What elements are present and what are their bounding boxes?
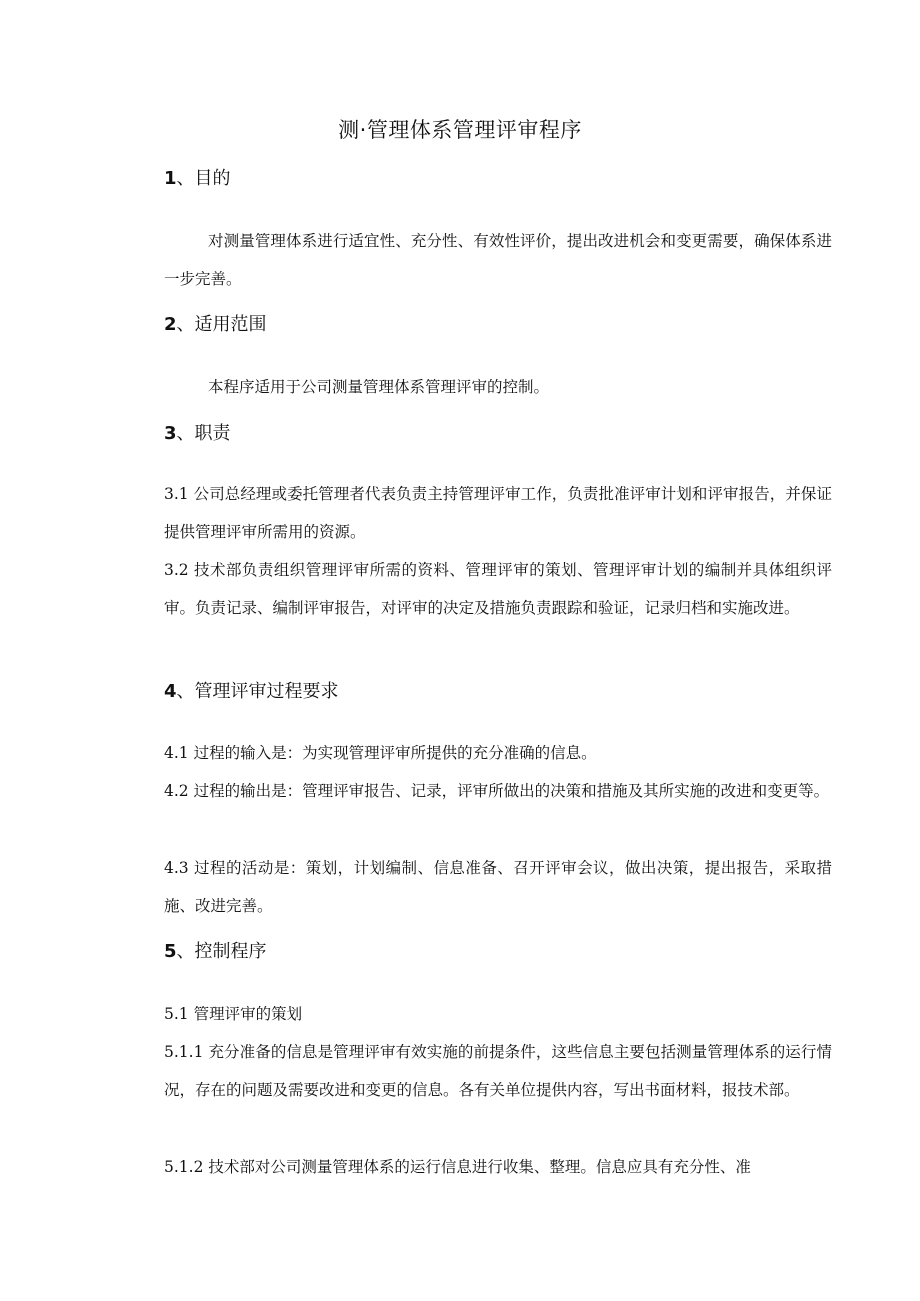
- section-3-2-paragraph: 3.2 技术部负责组织管理评审所需的资料、管理评审的策划、管理评审计划的编制并具体组织评审。负责记录、编制评审报告，对评审的决定及措施负责跟踪和验证，记录归档和实施改进。: [164, 561, 832, 617]
- section-4-2-paragraph: 4.2 过程的输出是：管理评审报告、记录，评审所做出的决策和措施及其所实施的改进和变更等。: [164, 782, 830, 800]
- section-1-title: 、目的: [176, 168, 231, 189]
- section-2-number: 2: [164, 314, 177, 335]
- section-5-number: 5: [164, 941, 177, 962]
- section-4-title: 、管理评审过程要求: [176, 681, 339, 702]
- section-4-number: 4: [164, 681, 177, 702]
- section-3-heading: [164, 422, 231, 446]
- section-4-heading: [164, 680, 339, 704]
- section-5-title: 、控制程序: [176, 941, 267, 962]
- document-title: 测·管理体系管理评审程序: [338, 118, 582, 142]
- section-4-3-paragraph: 4.3 过程的活动是：策划，计划编制、信息准备、召开评审会议，做出决策，提出报告，采取措施、改进完善。: [164, 859, 832, 915]
- section-5-1-paragraph: 5.1 管理评审的策划: [164, 1005, 303, 1023]
- section-2-heading: [164, 313, 267, 337]
- section-1-number: 1: [164, 168, 177, 189]
- section-1-heading: [164, 167, 231, 191]
- section-3-title: 、职责: [176, 423, 231, 444]
- section-5-1-1-paragraph: 5.1.1 充分准备的信息是管理评审有效实施的前提条件，这些信息主要包括测量管理体系的运行情况，存在的问题及需要改进和变更的信息。各有关单位提供内容，写出书面材料，报技术部。: [164, 1043, 832, 1099]
- section-5-heading: [164, 940, 267, 964]
- section-3-1-paragraph: 3.1 公司总经理或委托管理者代表负责主持管理评审工作，负责批准评审计划和评审报告，并保证提供管理评审所需用的资源。: [164, 485, 832, 541]
- section-4-1-paragraph: 4.1 过程的输入是：为实现管理评审所提供的充分准确的信息。: [164, 744, 597, 762]
- section-2-paragraph: 本程序适用于公司测量管理体系管理评审的控制。: [208, 378, 550, 396]
- section-3-number: 3: [164, 423, 177, 444]
- section-1-paragraph: 对测量管理体系进行适宜性、充分性、有效性评价，提出改进机会和变更需要，确保体系进一步完善。: [164, 232, 832, 288]
- section-2-title: 、适用范围: [176, 314, 267, 335]
- section-5-1-2-paragraph: 5.1.2 技术部对公司测量管理体系的运行信息进行收集、整理。信息应具有充分性、准: [164, 1158, 751, 1176]
